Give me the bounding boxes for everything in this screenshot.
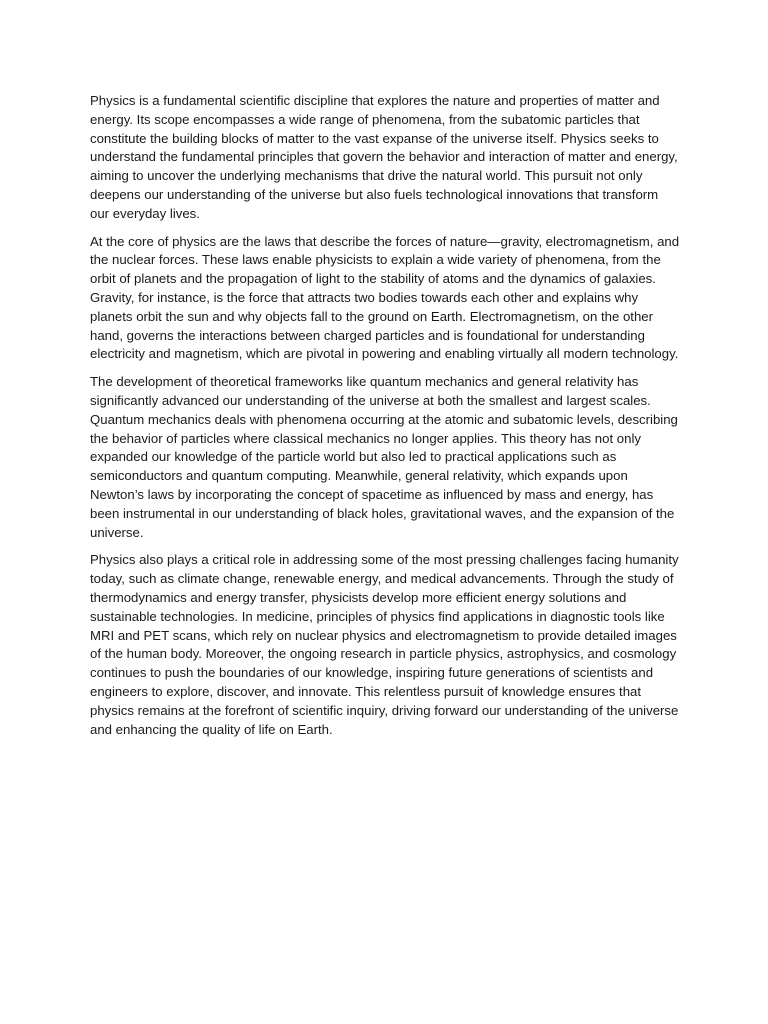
paragraph-1: Physics is a fundamental scientific discipline that explores the nature and properties of matter and energy. Its scope encompasses a wide range of phenomena, from the subatomic particles that constitute the building blocks of matter to the vast expanse of the universe itself. Physics seeks to understand the fundamental principles that govern the behavior and interaction of matter and energy, aiming to uncover the underlying mechanisms that drive the natural world. This pursuit not only deepens our understanding of the universe but also fuels technological innovations that transform our everyday lives.	[90, 93, 678, 221]
document-page	[90, 92, 680, 748]
paragraph-3: The development of theoretical frameworks like quantum mechanics and general relativity has significantly advanced our understanding of the universe at both the smallest and largest scales. Quantum mechanics deals with phenomena occurring at the atomic and subatomic levels, describing the behavior of particles where classical mechanics no longer applies. This theory has not only expanded our knowledge of the particle world but also led to practical applications such as semiconductors and quantum computing. Meanwhile, general relativity, which expands upon Newton’s laws by incorporating the concept of spacetime as influenced by mass and energy, has been instrumental in our understanding of black holes, gravitational waves, and the expansion of the universe.	[90, 374, 678, 540]
paragraph-2: At the core of physics are the laws that describe the forces of nature—gravity, electromagnetism, and the nuclear forces. These laws enable physicists to explain a wide variety of phenomena, from the orbit of planets and the propagation of light to the stability of atoms and the dynamics of galaxies. Gravity, for instance, is the force that attracts two bodies towards each other and explains why planets orbit the sun and why objects fall to the ground on Earth. Electromagnetism, on the other hand, governs the interactions between charged particles and is foundational for understanding electricity and magnetism, which are pivotal in powering and enabling virtually all modern technology.	[90, 233, 680, 362]
paragraph-4: Physics also plays a critical role in addressing some of the most pressing challenges facing humanity today, such as climate change, renewable energy, and medical advancements. Through the study of thermodynamics and energy transfer, physicists develop more efficient energy solutions and sustainable technologies. In medicine, principles of physics find applications in diagnostic tools like MRI and PET scans, which rely on nuclear physics and electromagnetism to provide detailed images of the human body. Moreover, the ongoing research in particle physics, astrophysics, and cosmology continues to push the boundaries of our knowledge, inspiring future generations of scientists and engineers to explore, discover, and innovate. This relentless pursuit of knowledge ensures that physics remains at the forefront of scientific inquiry, driving forward our understanding of the universe and enhancing the quality of life on Earth.	[90, 552, 679, 737]
